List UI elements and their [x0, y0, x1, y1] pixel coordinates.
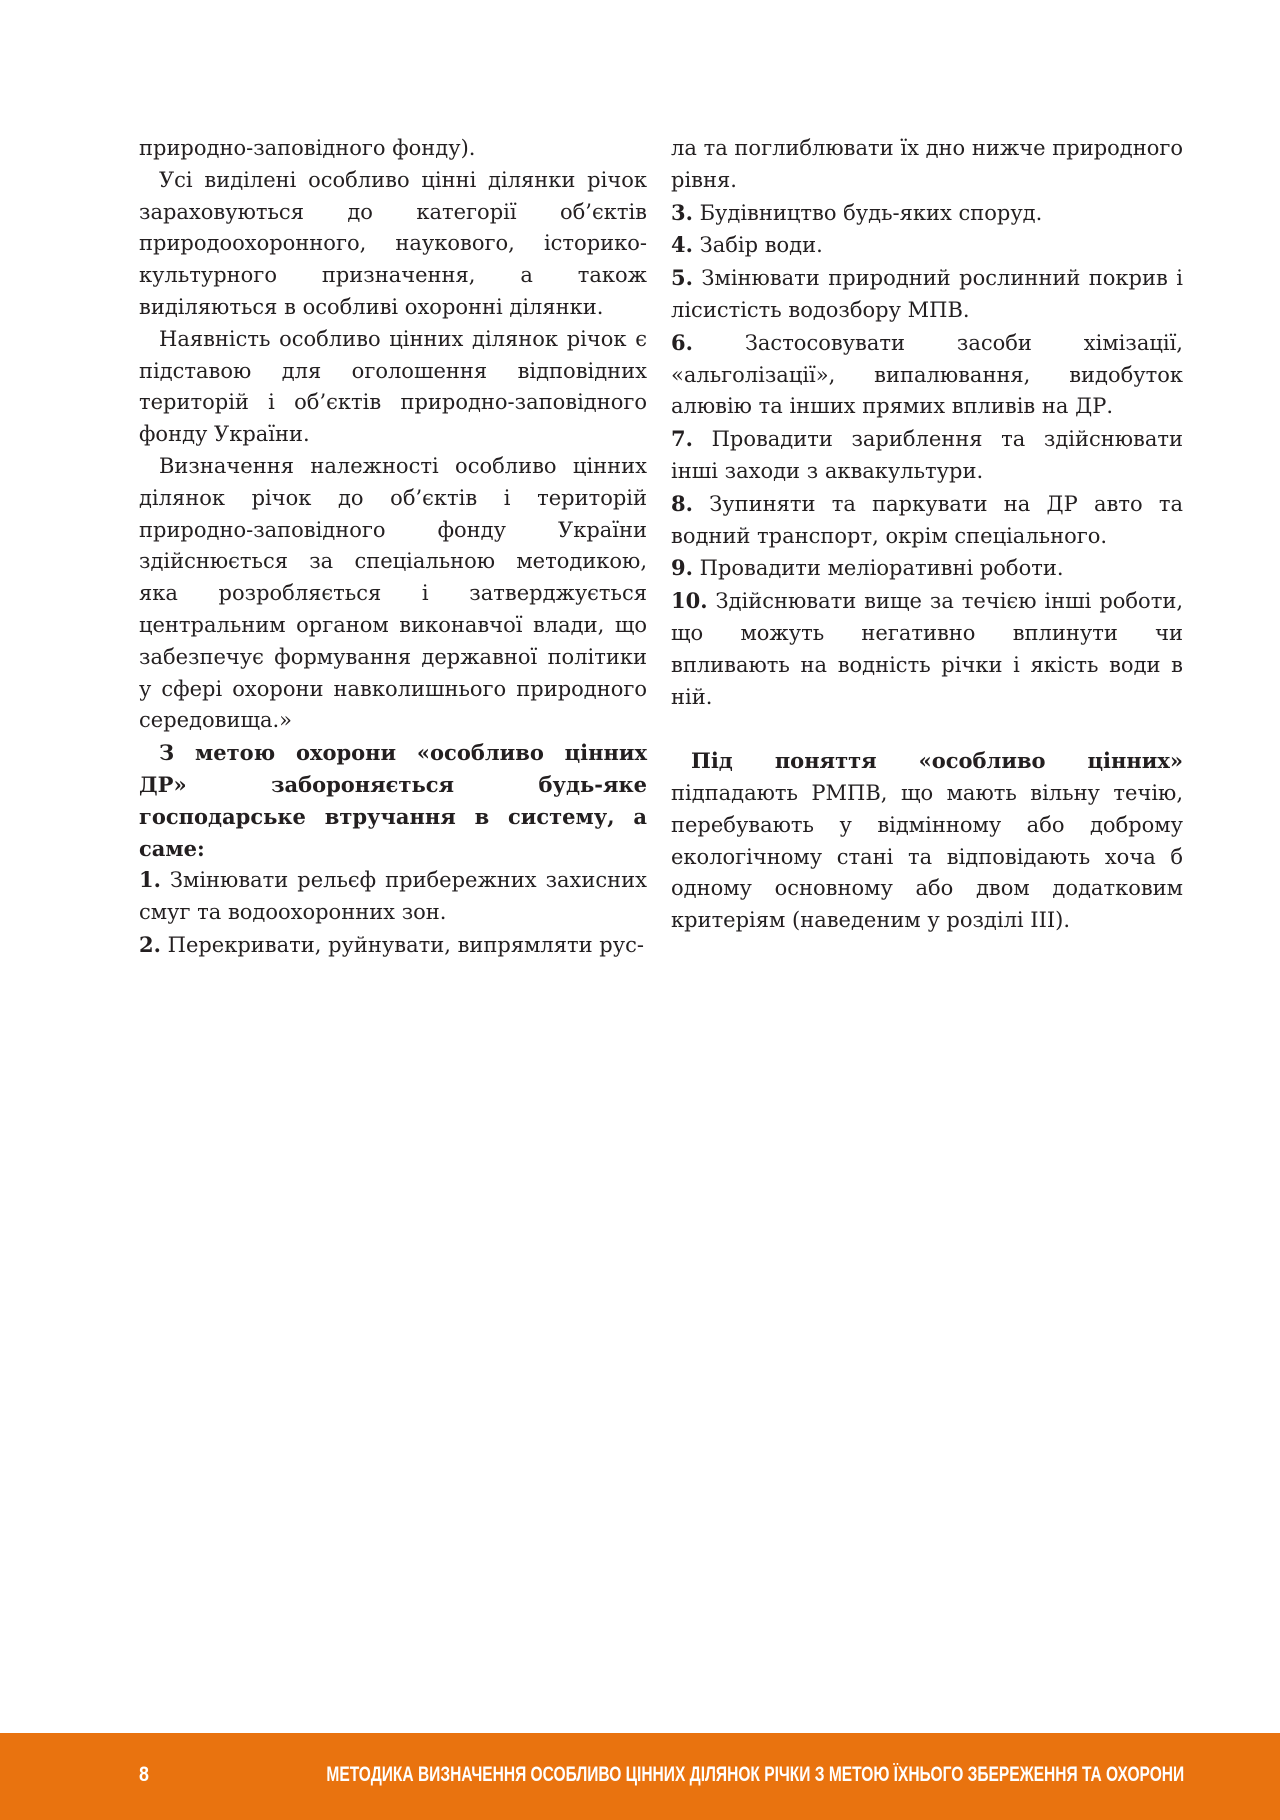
- list-item-number: 2.: [139, 931, 161, 957]
- paragraph-spacer: [671, 713, 1183, 745]
- list-item-number: 5.: [671, 265, 693, 291]
- left-column: [139, 133, 647, 962]
- paragraph-definition: [671, 745, 1183, 937]
- list-item-text: Провадити меліоративні роботи.: [699, 556, 1064, 581]
- list-item: [671, 423, 1183, 488]
- list-item-number: 3.: [671, 199, 693, 225]
- list-item: [671, 327, 1183, 423]
- list-item-number: 10.: [671, 588, 708, 614]
- paragraph-continuation: природно-заповідного фонду).: [139, 136, 476, 160]
- list-item: [671, 197, 1183, 230]
- list-item-text: Забір води.: [699, 233, 823, 258]
- list-item-text: Змінювати рельєф прибережних захисних смуг та водоохоронних зон.: [139, 868, 647, 925]
- list-item: [139, 864, 647, 929]
- list-item: [671, 262, 1183, 327]
- definition-term: Під поняття «особливо цінних»: [691, 748, 1183, 774]
- list-item: [671, 585, 1183, 713]
- list-item-number: 9.: [671, 555, 693, 581]
- list-item-text: Змінювати природний рослинний покрив і лісистість водозбору МПВ.: [671, 266, 1183, 322]
- list-item-text: Провадити зариблення та здійснювати інші заходи з аквакультури.: [671, 427, 1183, 483]
- list-item: [671, 229, 1183, 262]
- list-item-number: 6.: [671, 329, 693, 355]
- list-item-text: Здійснювати вище за течією інші роботи, що можуть негативно вплинути чи впливають на водність річки і якість води в ній.: [671, 589, 1183, 709]
- list-item: [671, 552, 1183, 585]
- list-item-text: Застосовувати засоби хімізації, «альголізації», випалювання, видобуток алювію та інших прямих впливів на ДР.: [671, 330, 1183, 419]
- paragraph-methodology: Визначення належності особливо цінних ділянок річок до об’єктів і територій природно-заповідного фонду України здійснюється за спеціальною методикою, яка розробляється і затверджується центральним органом виконавчої влади, що забезпечує формування державної політики у сфері охорони навколишнього природного середовища.»: [139, 453, 647, 733]
- paragraph-basis: Наявність особливо цінних ділянок річок є підставою для оголошення відповідних територій і об’єктів природно-заповідного фонду України.: [139, 326, 647, 447]
- list-item-number: 7.: [671, 426, 693, 452]
- list-item-text: Перекривати, руйнувати, випрямляти рус-: [167, 932, 644, 957]
- list-item: [671, 488, 1183, 553]
- paragraph-special-areas: Усі виділені особливо цінні ділянки річок зараховуються до категорії об’єктів природоохоронного, наукового, історико-культурного призначення, а також виділяються в особливі охоронні ділянки.: [139, 167, 647, 319]
- list-item-number: 8.: [671, 490, 693, 516]
- list-item-number: 4.: [671, 232, 693, 258]
- paragraph-prohibition-heading: З метою охорони «особливо цінних ДР» забороняється будь-яке господарське втручання в систему, а саме:: [139, 740, 647, 861]
- page-number: 8: [139, 1763, 149, 1786]
- list-item: [139, 929, 647, 962]
- list-item-number: 1.: [139, 867, 161, 893]
- list-item-text: Зупиняти та паркувати на ДР авто та водний транспорт, окрім спеціального.: [671, 491, 1183, 548]
- right-column: [671, 133, 1183, 937]
- list-item-continuation: ла та поглиблювати їх дно нижче природного рівня.: [671, 136, 1183, 192]
- page-footer: [0, 1733, 1280, 1820]
- definition-text: підпадають РМПВ, що мають вільну течію, перебувають у відмінному або доброму екологічному стані та відповідають хоча б одному основному або двом додатковим критеріям (наведеним у розділі ІІІ).: [671, 780, 1183, 933]
- list-item-text: Будівництво будь-яких споруд.: [699, 200, 1043, 225]
- footer-title: МЕТОДИКА ВИЗНАЧЕННЯ ОСОБЛИВО ЦІННИХ ДІЛЯНОК РІЧКИ З МЕТОЮ ЇХНЬОГО ЗБЕРЕЖЕННЯ ТА ОХОРОНИ: [326, 1763, 1184, 1786]
